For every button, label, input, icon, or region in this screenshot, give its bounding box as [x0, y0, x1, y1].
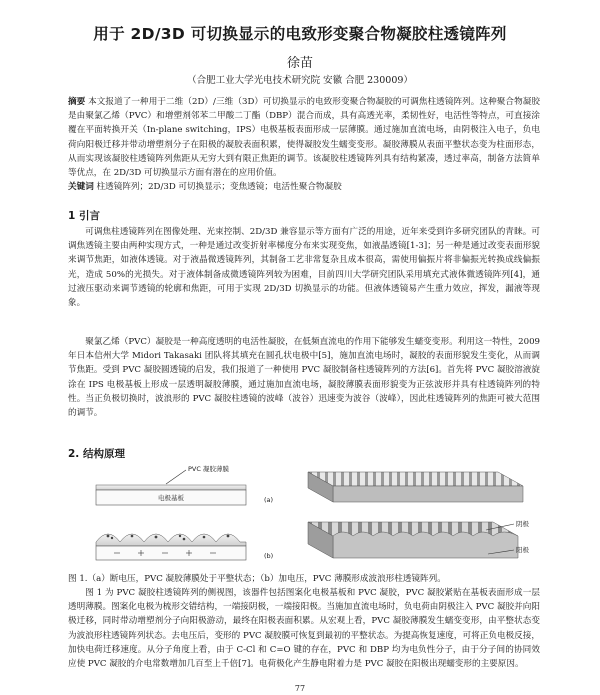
section-heading-structure: 2. 结构原理 [68, 448, 125, 460]
keywords [68, 180, 540, 194]
figure-a-3d [308, 472, 523, 502]
electrode-label: 电极基板 [158, 494, 184, 502]
pvc-film-label: PVC 凝胶薄膜 [188, 465, 229, 473]
figure-b-sideview [96, 534, 246, 560]
abstract [68, 95, 540, 180]
figure-caption: 图 1.（a）断电压，PVC 凝胶薄膜处于平整状态；（b）加电压，PVC 薄膜形成波浪形柱透镜阵列。 [68, 574, 446, 584]
section-heading-intro: 1 引言 [68, 210, 100, 222]
abstract-text: 本文报道了一种用于二维（2D）/三维（3D）可切换显示的电致形变聚合物凝胶的可调焦柱透镜阵列。这种聚合物凝胶是由聚氯乙烯（PVC）和增塑剂邻苯二甲酸二丁酯（DBP）混合而成，具有高透光率，柔韧性好，电活性等特点，可直接涂覆在平面转换开关（In-plane switching，IPS）电极基板表面形成一层薄膜。通过施加直流电场，由阴极注入电子，负电荷向阳极迁移并带动增塑剂分子在阳极的凝胶表面积累，使得凝胶发生蠕变变形。凝胶薄膜从表面平整状态变为柱面形态，从而实现该凝胶柱透镜阵列焦距从无穷大到有限正焦距的调节。该凝胶柱透镜阵列具有结构紧凑，透过率高，制备方法简单等优点，在 2D/3D 可切换显示方面有潜在的应用价值。 [68, 97, 540, 179]
figure-a-sideview [96, 464, 246, 505]
keywords-text: 柱透镜阵列；2D/3D 可切换显示；变焦透镜；电活性聚合物凝胶 [96, 182, 342, 192]
abstract-label: 摘要 [68, 97, 86, 107]
figure-1 [68, 462, 540, 572]
affiliation: （合肥工业大学光电技术研究院 安徽 合肥 230009） [187, 75, 413, 86]
cathode-label: 阴极 [516, 520, 529, 528]
keywords-label: 关键词 [68, 182, 94, 192]
anode-label: 阳极 [516, 546, 529, 554]
structure-paragraph-1: 图 1 为 PVC 凝胶柱透镜阵列的侧视图，该器件包括图案化电极基板和 PVC 凝胶，PVC 凝胶紧贴在基板表面形成一层透明薄膜。图案化电极为梳形交错结构，一端接阴极，一端接阳极。当施加直流电场时，负电荷由阴极注入 PVC 凝胶并向阳极迁移，同时带动增塑剂分子向阳极游动，最终在阳极表面积累。从宏观上看，PVC 凝胶薄膜发生蠕变变形，由平整状态变为波浪形柱透镜阵列状态。去电压后，变形的 PVC 凝胶膜可恢复到最初的平整状态。为提高恢复速度，可将正负电极反接，加快电荷迁移速度。从分子角度上看，由于 C-Cl 和 C=O 键的存在，PVC 和 DBP 均为电负性分子，由于分子间的协同效应使 PVC 凝胶的介电常数增加几百至上千倍[7]。电荷极化产生静电附着力是 PVC 凝胶在阳极出现蠕变形的主要原因。 [68, 588, 540, 670]
author-name: 徐苗 [286, 56, 313, 71]
page-number: 77 [294, 684, 306, 693]
figure-a-label: (a) [264, 496, 274, 504]
figure-b-label: (b) [264, 552, 274, 560]
paper-title: 用于 2D/3D 可切换显示的电致形变聚合物凝胶柱透镜阵列 [93, 25, 507, 43]
intro-paragraph-2: 聚氯乙烯（PVC）凝胶是一种高度透明的电活性凝胶，在低频直流电的作用下能够发生蠕变变形。利用这一特性，2009 年日本信州大学 Midori Takasaki 团队将其填充在圆孔状电极中[5]，施加直流电场时，凝胶的表面形貌发生变化，从而调节焦距。受到 PVC 凝胶圆透镜的启发，我们报道了一种使用 PVC 凝胶制备柱透镜阵列的方法[6]。首先将 PVC 凝胶溶液旋涂在 IPS 电极基板上形成一层透明凝胶薄膜，通过施加直流电场，凝胶薄膜表面形貌变为正弦波形并具有柱透镜阵列的特性。当正负极切换时，波浪形的 PVC 凝胶柱透镜的波峰（波谷）迅速变为波谷（波峰），因此柱透镜阵列的焦距可被大范围的调节。 [68, 337, 540, 419]
intro-paragraph-1: 可调焦柱透镜阵列在图像处理、光束控制、2D/3D 兼容显示等方面有广泛的用途，近年来受到许多研究团队的青睐。可调焦透镜主要由两种实现方式，一种是通过改变折射率梯度分布来实现变焦，如液晶透镜[1-3]；另一种是通过改变表面形貌来调节焦距，如液体透镜。对于液晶微透镜阵列，其制备工艺非常复杂且成本很高，需使用偏振片将非偏振光转换成线偏振光，造成 50%的光损失。对于液体制备成微透镜阵列较为困难，目前四川大学研究团队采用填充式液体微透镜阵列[4]，通过液压驱动来调节透镜的轮廓和焦距，可用于实现 2D/3D 切换显示的功能。但液体透镜易产生重力效应，挥发，漏液等现象。 [68, 227, 540, 309]
figure-b-3d [308, 522, 518, 558]
